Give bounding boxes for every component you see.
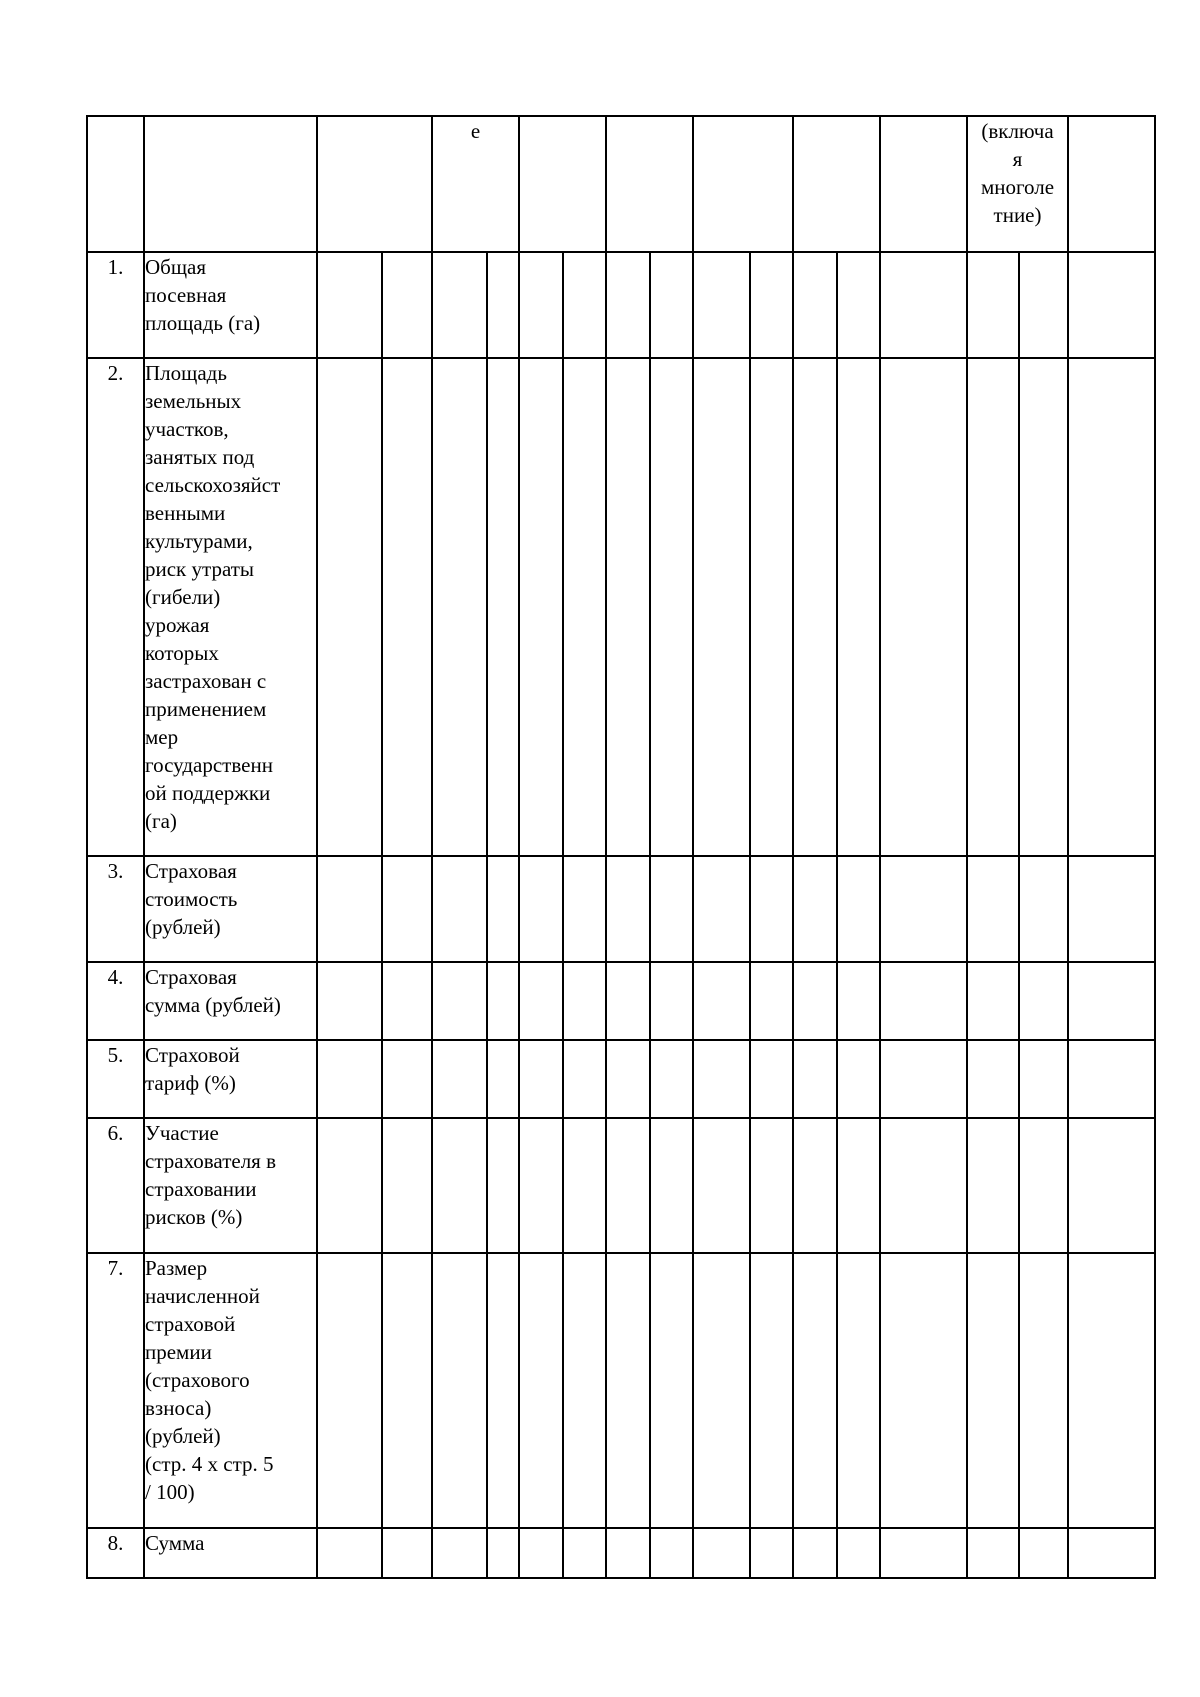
value-cell[interactable] (880, 1528, 967, 1578)
value-cell[interactable] (519, 1118, 563, 1253)
header-cell-perennial (967, 116, 1068, 252)
value-cell[interactable] (880, 358, 967, 856)
value-cell[interactable] (1068, 962, 1155, 1040)
header-cell-label (144, 116, 317, 252)
row-label-line: применением (145, 697, 267, 721)
value-cell[interactable] (606, 962, 650, 1040)
row-label-line: Страховая (145, 859, 237, 883)
value-cell[interactable] (317, 358, 382, 856)
value-cell[interactable] (317, 1040, 382, 1118)
value-cell[interactable] (317, 1528, 382, 1578)
value-cell[interactable] (1019, 358, 1068, 856)
row-label-line: тариф (%) (145, 1071, 236, 1095)
header-line: я (1012, 147, 1023, 171)
value-cell[interactable] (519, 1040, 563, 1118)
value-cell[interactable] (1019, 962, 1068, 1040)
value-cell[interactable] (750, 1040, 793, 1118)
header-cell-6 (793, 116, 880, 252)
row-label-line: стоимость (145, 887, 238, 911)
form-row (87, 1253, 1155, 1528)
row-label-line: Размер (145, 1256, 208, 1280)
value-cell[interactable] (693, 252, 750, 358)
value-cell[interactable] (793, 252, 837, 358)
header-cell-5 (693, 116, 793, 252)
value-cell[interactable] (606, 1040, 650, 1118)
value-cell[interactable] (1068, 252, 1155, 358)
value-cell[interactable] (382, 962, 432, 1040)
value-cell[interactable] (563, 1040, 606, 1118)
value-cell[interactable] (563, 1528, 606, 1578)
value-cell[interactable] (880, 1118, 967, 1253)
row-label-line: земельных (145, 389, 242, 413)
row-label-line: (гибели) (145, 585, 221, 609)
row-label-line: Страховая (145, 965, 237, 989)
row-label-line: государственн (145, 753, 273, 777)
value-cell[interactable] (382, 1040, 432, 1118)
header-cell-1 (317, 116, 432, 252)
value-cell[interactable] (693, 1253, 750, 1528)
value-cell[interactable] (1019, 252, 1068, 358)
form-row (87, 358, 1155, 856)
value-cell[interactable] (382, 358, 432, 856)
row-label-line: страховой (145, 1312, 236, 1336)
value-cell[interactable] (693, 962, 750, 1040)
value-cell[interactable] (563, 1118, 606, 1253)
row-label (144, 962, 317, 1040)
value-cell[interactable] (837, 252, 880, 358)
value-cell[interactable] (317, 962, 382, 1040)
value-cell[interactable] (432, 1528, 487, 1578)
value-cell[interactable] (317, 856, 382, 962)
value-cell[interactable] (793, 1040, 837, 1118)
value-cell[interactable] (563, 252, 606, 358)
value-cell[interactable] (487, 962, 519, 1040)
value-cell[interactable] (650, 1253, 693, 1528)
row-label-line: (рублей) (145, 915, 221, 939)
row-number: 5. (87, 1040, 144, 1118)
row-label-line: Участие (145, 1121, 219, 1145)
value-cell[interactable] (432, 856, 487, 962)
value-cell[interactable] (382, 856, 432, 962)
row-label-line: занятых под (145, 445, 255, 469)
value-cell[interactable] (606, 358, 650, 856)
value-cell[interactable] (967, 358, 1019, 856)
row-label-line: культурами, (145, 529, 253, 553)
row-label-line: риск утраты (145, 557, 255, 581)
row-label-line: Сумма (145, 1531, 205, 1555)
value-cell[interactable] (880, 1253, 967, 1528)
value-cell[interactable] (650, 962, 693, 1040)
row-label-line: венными (145, 501, 226, 525)
value-cell[interactable] (650, 358, 693, 856)
value-cell[interactable] (967, 1528, 1019, 1578)
value-cell[interactable] (837, 1528, 880, 1578)
value-cell[interactable] (382, 252, 432, 358)
value-cell[interactable] (880, 856, 967, 962)
value-cell[interactable] (317, 1253, 382, 1528)
value-cell[interactable] (563, 358, 606, 856)
value-cell[interactable] (1019, 856, 1068, 962)
row-number: 4. (87, 962, 144, 1040)
value-cell[interactable] (837, 1118, 880, 1253)
value-cell[interactable] (650, 252, 693, 358)
row-label-line: (рублей) (145, 1424, 221, 1448)
row-label (144, 1253, 317, 1528)
row-number: 6. (87, 1118, 144, 1253)
row-label-line: ой поддержки (145, 781, 271, 805)
row-number: 8. (87, 1528, 144, 1578)
row-label-line: мер (145, 725, 179, 749)
value-cell[interactable] (693, 1040, 750, 1118)
value-cell[interactable] (967, 1253, 1019, 1528)
value-cell[interactable] (750, 1118, 793, 1253)
row-label-line: сумма (рублей) (145, 993, 281, 1017)
value-cell[interactable] (693, 856, 750, 962)
value-cell[interactable] (519, 856, 563, 962)
value-cell[interactable] (880, 962, 967, 1040)
value-cell[interactable] (487, 252, 519, 358)
value-cell[interactable] (487, 856, 519, 962)
value-cell[interactable] (563, 1253, 606, 1528)
row-number: 7. (87, 1253, 144, 1528)
header-line: многоле (980, 175, 1055, 199)
value-cell[interactable] (880, 252, 967, 358)
value-cell[interactable] (1068, 1528, 1155, 1578)
header-text-e: е (470, 119, 481, 143)
row-label-line: Страховой (145, 1043, 240, 1067)
value-cell[interactable] (793, 358, 837, 856)
row-label (144, 252, 317, 358)
value-cell[interactable] (382, 1528, 432, 1578)
value-cell[interactable] (317, 252, 382, 358)
header-cell-3 (519, 116, 606, 252)
row-label-line: Площадь (145, 361, 227, 385)
value-cell[interactable] (650, 856, 693, 962)
value-cell[interactable] (606, 856, 650, 962)
header-line: (включа (981, 119, 1054, 143)
value-cell[interactable] (837, 1040, 880, 1118)
row-number: 2. (87, 358, 144, 856)
header-row (87, 116, 1155, 252)
value-cell[interactable] (382, 1118, 432, 1253)
value-cell[interactable] (432, 1253, 487, 1528)
value-cell[interactable] (432, 252, 487, 358)
value-cell[interactable] (1068, 1040, 1155, 1118)
row-label-line: начисленной (145, 1284, 260, 1308)
value-cell[interactable] (1068, 1253, 1155, 1528)
row-number: 1. (87, 252, 144, 358)
row-label-line: (страхового (145, 1368, 250, 1392)
row-label-line: застрахован с (145, 669, 267, 693)
value-cell[interactable] (432, 962, 487, 1040)
value-cell[interactable] (1068, 358, 1155, 856)
header-line: тние) (993, 203, 1042, 227)
value-cell[interactable] (606, 1253, 650, 1528)
value-cell[interactable] (432, 1040, 487, 1118)
row-label-line: премии (145, 1340, 212, 1364)
header-cell-last (1068, 116, 1155, 252)
value-cell[interactable] (1019, 1118, 1068, 1253)
value-cell[interactable] (487, 1528, 519, 1578)
row-label-line: страхователя в (145, 1149, 276, 1173)
value-cell[interactable] (693, 1118, 750, 1253)
value-cell[interactable] (519, 1528, 563, 1578)
row-label (144, 1118, 317, 1253)
form-row (87, 1528, 1155, 1578)
value-cell[interactable] (519, 358, 563, 856)
value-cell[interactable] (317, 1118, 382, 1253)
header-cell-7 (880, 116, 967, 252)
form-row (87, 1118, 1155, 1253)
insurance-form-table (86, 115, 1156, 1579)
value-cell[interactable] (382, 1253, 432, 1528)
row-label-line: посевная (145, 283, 227, 307)
value-cell[interactable] (563, 856, 606, 962)
row-label-line: которых (145, 641, 219, 665)
value-cell[interactable] (967, 856, 1019, 962)
form-row (87, 252, 1155, 358)
value-cell[interactable] (837, 962, 880, 1040)
row-label-line: площадь (га) (145, 311, 261, 335)
value-cell[interactable] (606, 1118, 650, 1253)
value-cell[interactable] (650, 1528, 693, 1578)
value-cell[interactable] (750, 1253, 793, 1528)
value-cell[interactable] (606, 252, 650, 358)
form-row (87, 962, 1155, 1040)
value-cell[interactable] (837, 358, 880, 856)
value-cell[interactable] (1019, 1253, 1068, 1528)
row-label-line: взноса) (145, 1396, 212, 1420)
value-cell[interactable] (793, 1253, 837, 1528)
row-label (144, 1040, 317, 1118)
value-cell[interactable] (693, 358, 750, 856)
row-label-line: сельскохозяйст (145, 473, 281, 497)
value-cell[interactable] (967, 1040, 1019, 1118)
value-cell[interactable] (432, 1118, 487, 1253)
value-cell[interactable] (487, 1040, 519, 1118)
value-cell[interactable] (793, 962, 837, 1040)
row-label (144, 1528, 317, 1578)
value-cell[interactable] (967, 962, 1019, 1040)
value-cell[interactable] (1019, 1040, 1068, 1118)
row-label-line: страховании (145, 1177, 257, 1201)
value-cell[interactable] (432, 358, 487, 856)
value-cell[interactable] (793, 1118, 837, 1253)
value-cell[interactable] (750, 358, 793, 856)
value-cell[interactable] (967, 1118, 1019, 1253)
value-cell[interactable] (519, 962, 563, 1040)
row-label-line: / 100) (145, 1480, 195, 1504)
value-cell[interactable] (519, 1253, 563, 1528)
value-cell[interactable] (650, 1118, 693, 1253)
row-label (144, 856, 317, 962)
value-cell[interactable] (967, 252, 1019, 358)
value-cell[interactable] (563, 962, 606, 1040)
value-cell[interactable] (880, 1040, 967, 1118)
row-number: 3. (87, 856, 144, 962)
row-label (144, 358, 317, 856)
value-cell[interactable] (837, 856, 880, 962)
row-label-line: урожая (145, 613, 210, 637)
value-cell[interactable] (487, 1253, 519, 1528)
row-label-line: рисков (%) (145, 1205, 243, 1229)
value-cell[interactable] (750, 1528, 793, 1578)
value-cell[interactable] (487, 1118, 519, 1253)
form-row (87, 856, 1155, 962)
value-cell[interactable] (837, 1253, 880, 1528)
value-cell[interactable] (519, 252, 563, 358)
form-row (87, 1040, 1155, 1118)
value-cell[interactable] (750, 252, 793, 358)
value-cell[interactable] (693, 1528, 750, 1578)
value-cell[interactable] (1019, 1528, 1068, 1578)
header-cell-4 (606, 116, 693, 252)
row-label-line: Общая (145, 255, 207, 279)
value-cell[interactable] (650, 1040, 693, 1118)
value-cell[interactable] (793, 856, 837, 962)
value-cell[interactable] (750, 856, 793, 962)
value-cell[interactable] (793, 1528, 837, 1578)
value-cell[interactable] (606, 1528, 650, 1578)
row-label-line: (стр. 4 х стр. 5 (145, 1452, 274, 1476)
value-cell[interactable] (487, 358, 519, 856)
value-cell[interactable] (750, 962, 793, 1040)
row-label-line: (га) (145, 809, 177, 833)
row-label-line: участков, (145, 417, 229, 441)
value-cell[interactable] (1068, 856, 1155, 962)
header-cell-2 (432, 116, 519, 252)
header-cell-num (87, 116, 144, 252)
value-cell[interactable] (1068, 1118, 1155, 1253)
